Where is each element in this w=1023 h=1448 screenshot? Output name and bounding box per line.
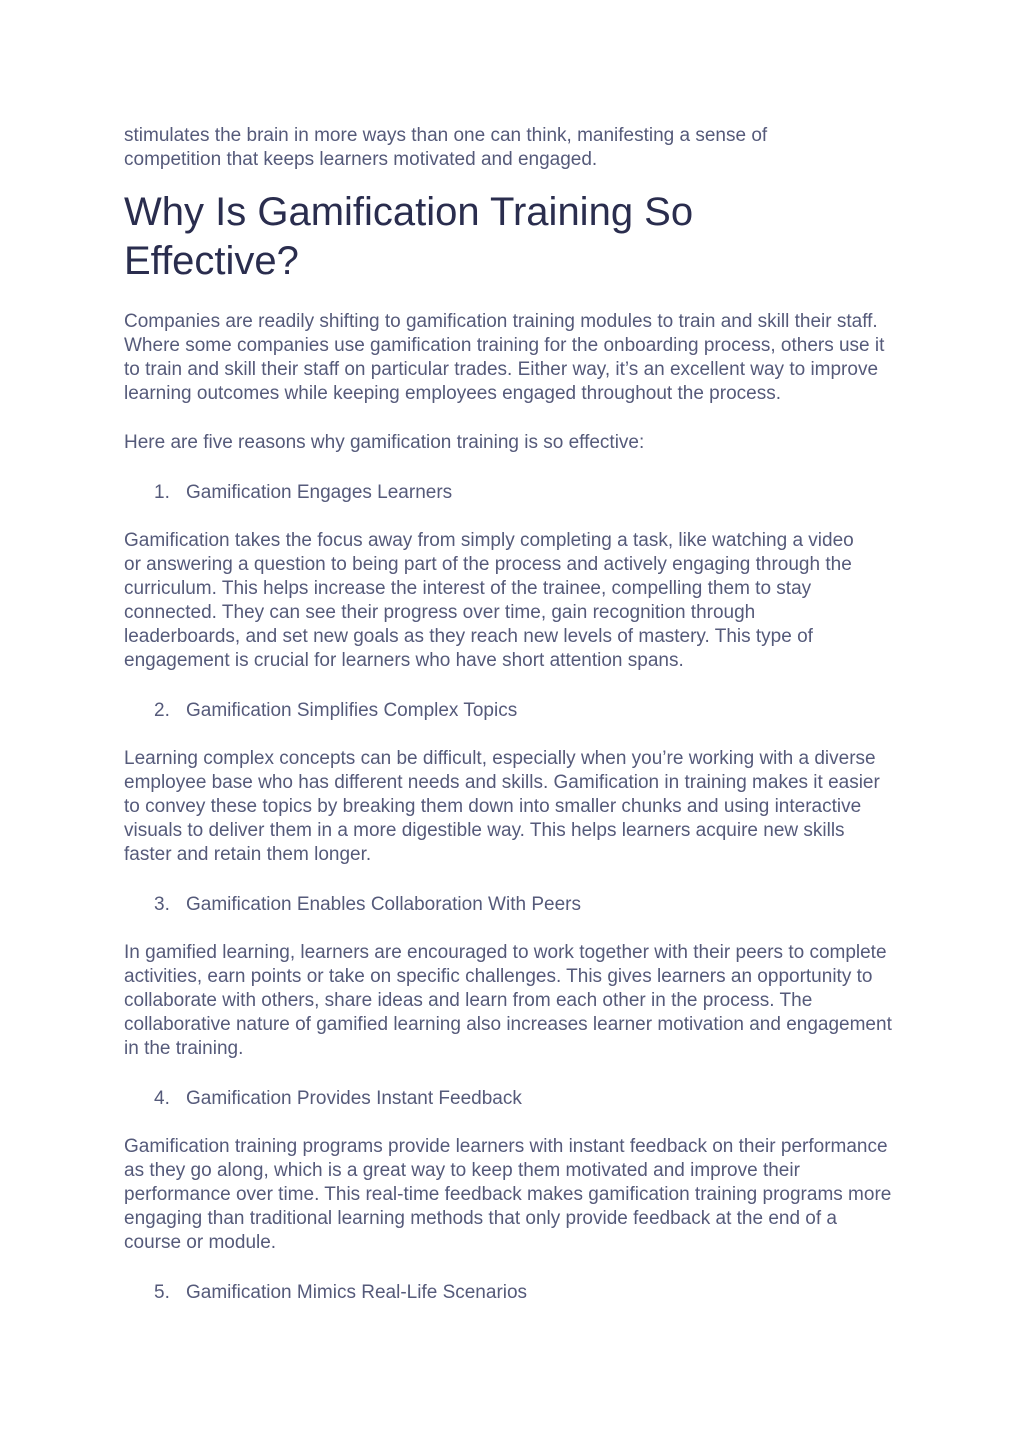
paragraph-five-reasons: Here are five reasons why gamification training is so effective: — [124, 432, 645, 453]
list-number: 3. — [154, 894, 170, 915]
reason-1-body: Gamification takes the focus away from simply completing a task, like watching a video or answering a question to being part of the process and actively engaging through the curriculum. This helps increase the interest of the trainee, compelling them to stay connected. They can see their progress over time, gain recognition through leaderboards, and set new goals as they reach new levels of mastery. This type of engagement is crucial for learners who have short attention spans. — [124, 530, 854, 671]
reason-3-body: In gamified learning, learners are encouraged to work together with their peers to complete activities, earn points or take on specific challenges. This gives learners an opportunity to collaborate with others, share ideas and learn from each other in the process. The collaborative nature of gamified learning also increases learner motivation and engagement in the training. — [124, 942, 892, 1059]
reason-4-body: Gamification training programs provide learners with instant feedback on their performance as they go along, which is a great way to keep them motivated and improve their performance over time. This real-time feedback makes gamification training programs more engaging than traditional learning methods that only provide feedback at the end of a course or module. — [124, 1136, 892, 1253]
list-item-reason-1 — [124, 481, 904, 505]
list-item-title: Gamification Provides Instant Feedback — [186, 1088, 522, 1109]
list-item-title: Gamification Engages Learners — [186, 482, 453, 503]
list-item-reason-3 — [124, 893, 904, 917]
list-item-reason-5 — [124, 1281, 904, 1305]
list-item-reason-4 — [124, 1087, 904, 1111]
list-item-title: Gamification Simplifies Complex Topics — [186, 700, 518, 721]
paragraph-companies: Companies are readily shifting to gamification training modules to train and skill their staff. Where some companies use gamification training for the onboarding process, others use it to train and skill their staff on particular trades. Either way, it’s an excellent way to improve learning outcomes while keeping employees engaged throughout the process. — [124, 311, 885, 404]
list-number: 4. — [154, 1088, 170, 1109]
section-heading: Why Is Gamification Training So Effective? — [124, 190, 694, 283]
list-item-title: Gamification Mimics Real-Life Scenarios — [186, 1282, 528, 1303]
list-item-title: Gamification Enables Collaboration With Peers — [186, 894, 581, 915]
list-number: 5. — [154, 1282, 170, 1303]
intro-paragraph-tail: stimulates the brain in more ways than one can think, manifesting a sense of competition that keeps learners motivated and engaged. — [124, 125, 768, 170]
list-number: 1. — [154, 482, 170, 503]
list-item-reason-2 — [124, 699, 904, 723]
document-page — [124, 124, 904, 1305]
reason-2-body: Learning complex concepts can be difficult, especially when you’re working with a diverse employee base who has different needs and skills. Gamification in training makes it easier to convey these topics by breaking them down into smaller chunks and using interactive visuals to deliver them in a more digestible way. This helps learners acquire new skills faster and retain them longer. — [124, 748, 880, 865]
list-number: 2. — [154, 700, 170, 721]
